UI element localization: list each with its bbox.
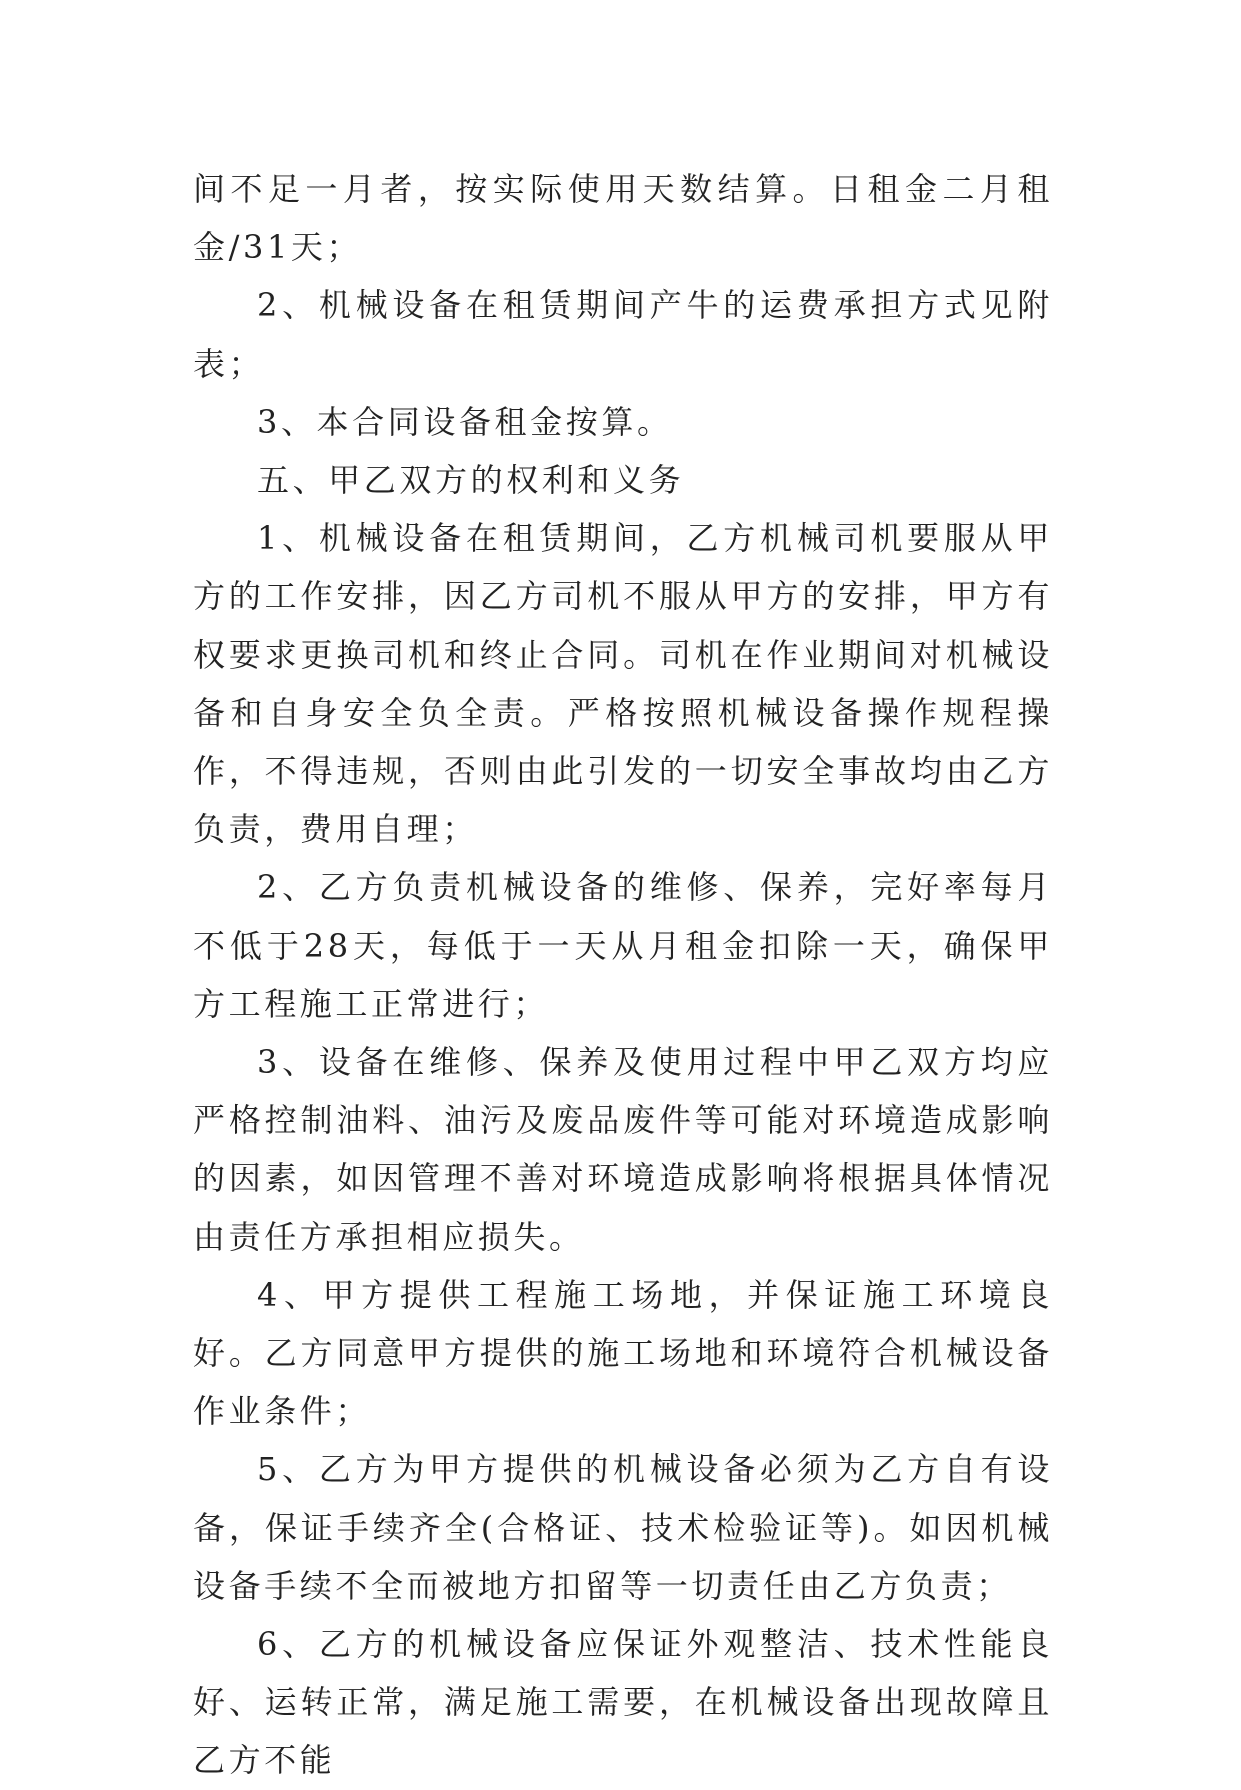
paragraph-clause-5: 5、乙方为甲方提供的机械设备必须为乙方自有设备，保证手续齐全(合格证、技术检验证等)。如因机械设备手续不全而被地方扣留等一切责任由乙方负责； (193, 1450, 1053, 1605)
paragraph-clause-1: 1、机械设备在租赁期间，乙方机械司机要服从甲方的工作安排，因乙方司机不服从甲方的安排，甲方有权要求更换司机和终止合同。司机在作业期间对机械设备和自身安全负全责。严格按照机械设备操作规程操作，不得违规，否则由此引发的一切安全事故均由乙方负责，费用自理； (193, 519, 1053, 849)
paragraph-transport-fee: 2、机械设备在租赁期间产牛的运费承担方式见附表； (193, 286, 1053, 383)
paragraph-clause-4: 4、甲方提供工程施工场地，并保证施工环境良好。乙方同意甲方提供的施工场地和环境符合机械设备作业条件； (193, 1275, 1053, 1431)
paragraph-settlement: 间不足一月者，按实际使用天数结算。日租金二月租金/31天； (193, 170, 1053, 267)
contract-body (193, 160, 1053, 1790)
paragraph-rent-calculation: 3、本合同设备租金按算。 (257, 402, 673, 441)
paragraph-clause-2: 2、乙方负责机械设备的维修、保养，完好率每月不低于28天，每低于一天从月租金扣除一天，确保甲方工程施工正常进行； (193, 868, 1053, 1023)
section-heading-rights-obligations: 五、甲乙双方的权利和义务 (257, 461, 685, 500)
paragraph-clause-6: 6、乙方的机械设备应保证外观整洁、技术性能良好、运转正常，满足施工需要，在机械设备出现故障且乙方不能 (193, 1625, 1053, 1780)
paragraph-clause-3: 3、设备在维修、保养及使用过程中甲乙双方均应严格控制油料、油污及废品废件等可能对环境造成影响的因素，如因管理不善对环境造成影响将根据具体情况由责任方承担相应损失。 (193, 1043, 1053, 1256)
